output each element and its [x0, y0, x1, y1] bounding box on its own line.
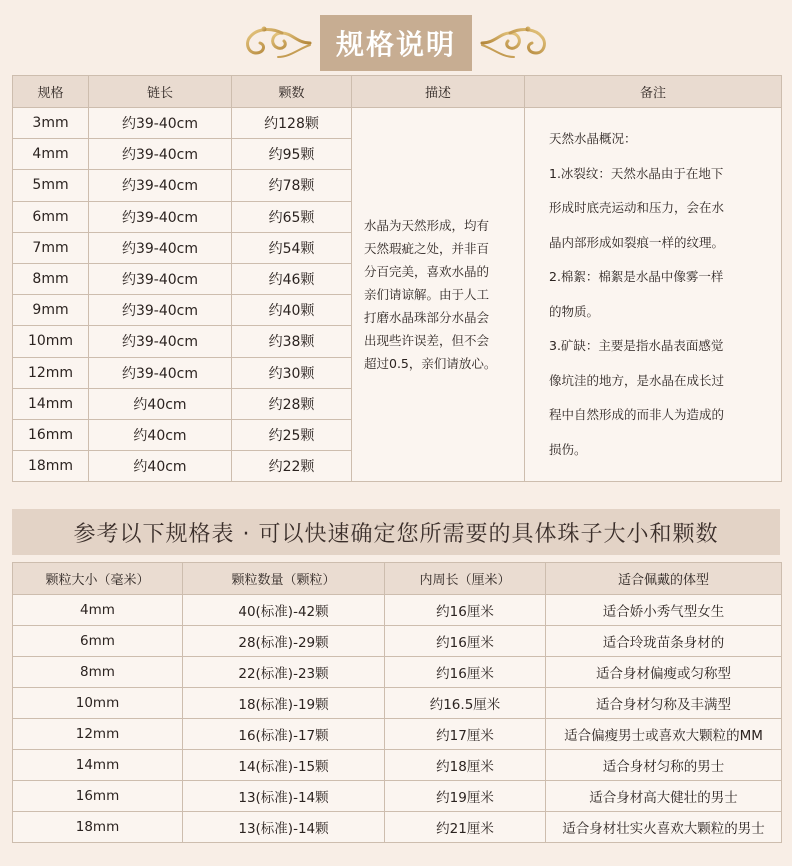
- inner-circumference-cell: 约18厘米: [385, 750, 546, 781]
- spec-cell: 9mm: [13, 295, 89, 326]
- bead-size-cell: 12mm: [13, 719, 183, 750]
- chain-length-cell: 约39-40cm: [89, 263, 232, 294]
- header-notes: 备注: [525, 76, 782, 108]
- spec-cell: 7mm: [13, 232, 89, 263]
- bead-quantity-cell: 18(标准)-19颗: [183, 688, 385, 719]
- spec-cell: 3mm: [13, 108, 89, 139]
- spec-cell: 8mm: [13, 263, 89, 294]
- description-text: 水晶为天然形成，均有 天然瑕疵之处，并非百 分百完美，喜欢水晶的 亲们请谅解。由于人工 打磨水晶珠部分水晶会 出现些许误差，但不会 超过0.5，亲们请放心。: [364, 218, 497, 372]
- header-bead-size: 颗粒大小（毫米）: [13, 563, 183, 595]
- header-bead-count: 颗数: [232, 76, 352, 108]
- spec-table: [12, 75, 782, 482]
- inner-circumference-cell: 约16厘米: [385, 657, 546, 688]
- bead-size-cell: 4mm: [13, 595, 183, 626]
- bead-size-cell: 16mm: [13, 781, 183, 812]
- table-row: [13, 812, 782, 843]
- table-row: [13, 657, 782, 688]
- bead-count-cell: 约46颗: [232, 263, 352, 294]
- reference-banner: [12, 509, 780, 555]
- bead-size-cell: 10mm: [13, 688, 183, 719]
- title-box: [320, 15, 472, 71]
- section-title-bar: [0, 14, 792, 72]
- body-type-cell: 适合玲珑苗条身材的: [546, 626, 782, 657]
- spec-cell: 10mm: [13, 326, 89, 357]
- header-bead-quantity: 颗粒数量（颗粒）: [183, 563, 385, 595]
- table-row: [13, 781, 782, 812]
- inner-circumference-cell: 约19厘米: [385, 781, 546, 812]
- body-type-cell: 适合身材匀称的男士: [546, 750, 782, 781]
- right-scroll-ornament-icon: [480, 23, 550, 63]
- bead-count-cell: 约78颗: [232, 170, 352, 201]
- chain-length-cell: 约39-40cm: [89, 232, 232, 263]
- spec-cell: 14mm: [13, 388, 89, 419]
- bead-quantity-cell: 16(标准)-17颗: [183, 719, 385, 750]
- chain-length-cell: 约40cm: [89, 419, 232, 450]
- table-row: [13, 595, 782, 626]
- spec-table-header: [13, 76, 782, 108]
- inner-circumference-cell: 约16.5厘米: [385, 688, 546, 719]
- body-type-cell: 适合偏瘦男士或喜欢大颗粒的MM: [546, 719, 782, 750]
- bead-quantity-cell: 14(标准)-15颗: [183, 750, 385, 781]
- body-type-cell: 适合身材偏瘦或匀称型: [546, 657, 782, 688]
- chain-length-cell: 约39-40cm: [89, 201, 232, 232]
- header-spec: 规格: [13, 76, 89, 108]
- inner-circumference-cell: 约16厘米: [385, 595, 546, 626]
- spec-cell: 6mm: [13, 201, 89, 232]
- notes-text: 天然水晶概况： 1.冰裂纹：天然水晶由于在地下 形成时底壳运动和压力，会在水 晶内部形成如裂痕一样的纹理。 2.棉絮：棉絮是水晶中像雾一样 的物质。 3.矿缺：主要是指水晶表面感觉 像坑洼的地方，是水晶在成长过 程中自然形成的而非人为造成的 损伤。: [549, 131, 725, 457]
- chain-length-cell: 约39-40cm: [89, 139, 232, 170]
- bead-count-cell: 约128颗: [232, 108, 352, 139]
- chain-length-cell: 约39-40cm: [89, 108, 232, 139]
- bead-size-cell: 14mm: [13, 750, 183, 781]
- bead-count-cell: 约65颗: [232, 201, 352, 232]
- fit-table: [12, 562, 782, 843]
- table-row: [13, 719, 782, 750]
- body-type-cell: 适合身材高大健壮的男士: [546, 781, 782, 812]
- bead-count-cell: 约95颗: [232, 139, 352, 170]
- spec-cell: 5mm: [13, 170, 89, 201]
- body-type-cell: 适合身材壮实火喜欢大颗粒的男士: [546, 812, 782, 843]
- table-row: [13, 108, 782, 139]
- bead-count-cell: 约22颗: [232, 451, 352, 482]
- table-row: [13, 750, 782, 781]
- section-title: 规格说明: [335, 28, 456, 61]
- description-cell: [352, 108, 525, 482]
- chain-length-cell: 约39-40cm: [89, 326, 232, 357]
- bead-quantity-cell: 40(标准)-42颗: [183, 595, 385, 626]
- bead-quantity-cell: 28(标准)-29颗: [183, 626, 385, 657]
- chain-length-cell: 约39-40cm: [89, 357, 232, 388]
- bead-size-cell: 18mm: [13, 812, 183, 843]
- bead-size-cell: 6mm: [13, 626, 183, 657]
- header-inner-circumference: 内周长（厘米）: [385, 563, 546, 595]
- chain-length-cell: 约40cm: [89, 388, 232, 419]
- bead-quantity-cell: 22(标准)-23颗: [183, 657, 385, 688]
- body-type-cell: 适合身材匀称及丰满型: [546, 688, 782, 719]
- bead-count-cell: 约30颗: [232, 357, 352, 388]
- fit-table-header: [13, 563, 782, 595]
- bead-count-cell: 约38颗: [232, 326, 352, 357]
- header-description: 描述: [352, 76, 525, 108]
- left-scroll-ornament-icon: [242, 23, 312, 63]
- header-body-type: 适合佩戴的体型: [546, 563, 782, 595]
- spec-cell: 18mm: [13, 451, 89, 482]
- bead-count-cell: 约54颗: [232, 232, 352, 263]
- bead-size-cell: 8mm: [13, 657, 183, 688]
- body-type-cell: 适合娇小秀气型女生: [546, 595, 782, 626]
- header-chain-length: 链长: [89, 76, 232, 108]
- spec-cell: 16mm: [13, 419, 89, 450]
- chain-length-cell: 约39-40cm: [89, 170, 232, 201]
- spec-cell: 12mm: [13, 357, 89, 388]
- banner-text: 参考以下规格表 · 可以快速确定您所需要的具体珠子大小和颗数: [73, 521, 719, 547]
- inner-circumference-cell: 约17厘米: [385, 719, 546, 750]
- bead-count-cell: 约40颗: [232, 295, 352, 326]
- inner-circumference-cell: 约21厘米: [385, 812, 546, 843]
- notes-cell: [525, 108, 782, 482]
- table-row: [13, 688, 782, 719]
- chain-length-cell: 约39-40cm: [89, 295, 232, 326]
- inner-circumference-cell: 约16厘米: [385, 626, 546, 657]
- bead-count-cell: 约28颗: [232, 388, 352, 419]
- chain-length-cell: 约40cm: [89, 451, 232, 482]
- bead-quantity-cell: 13(标准)-14颗: [183, 812, 385, 843]
- table-row: [13, 626, 782, 657]
- bead-quantity-cell: 13(标准)-14颗: [183, 781, 385, 812]
- bead-count-cell: 约25颗: [232, 419, 352, 450]
- spec-cell: 4mm: [13, 139, 89, 170]
